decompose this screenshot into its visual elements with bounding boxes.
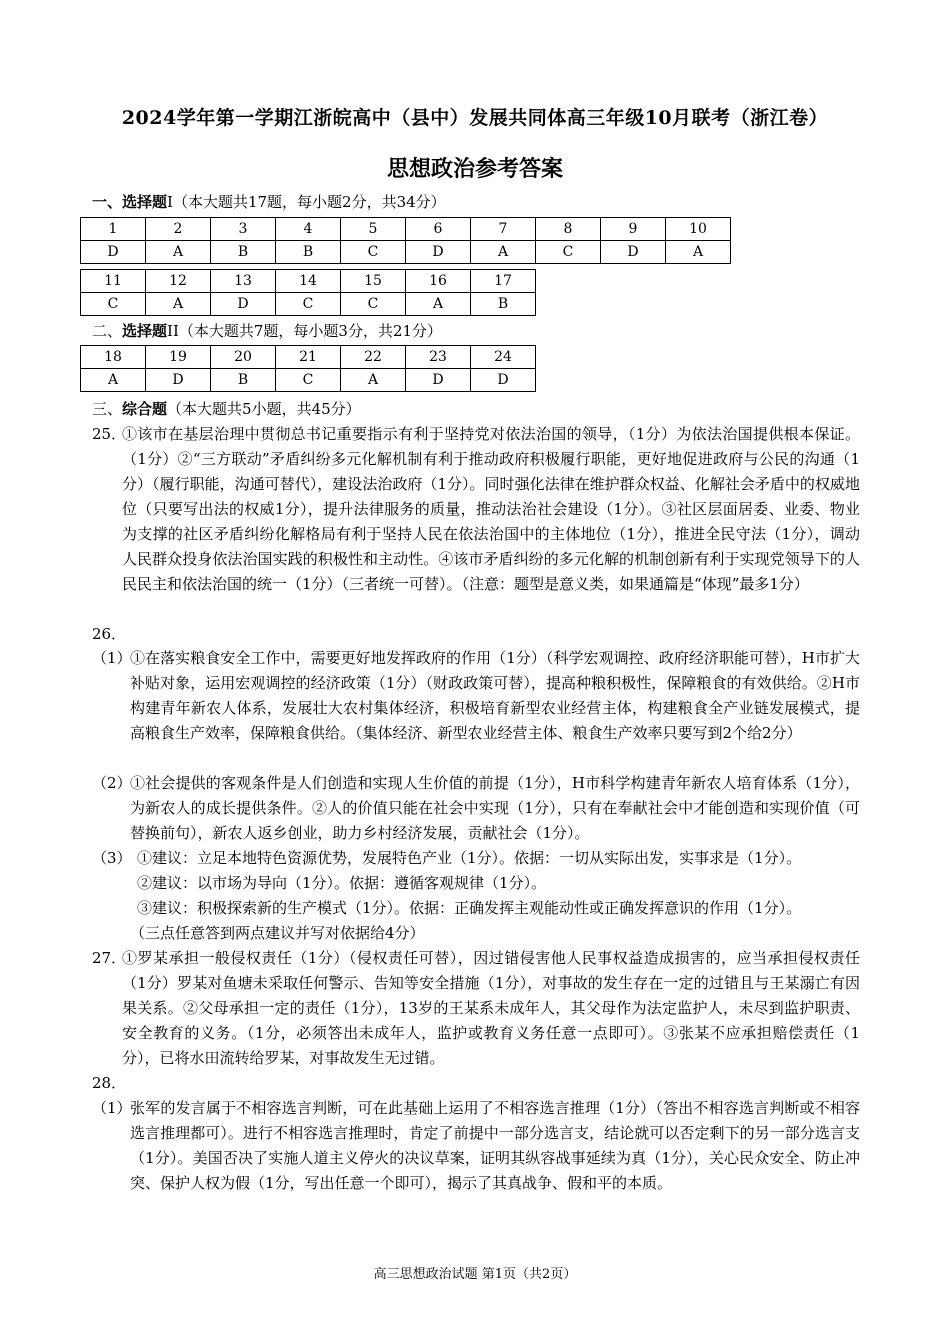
- section1-suffix: I（本大题共17题，每小题2分，共34分）: [167, 193, 446, 211]
- q27-answer: ①罗某承担一般侵权责任（1分）（侵权责任可替），因过错侵害他人民事权益造成损害的，应当承担侵权责任（1分）罗某对鱼塘未采取任何警示、告知等安全措施（1分），对事故的发生存在一定的过错且与王某溺亡有因果关系。②父母承担一定的责任（1分），13岁的王某系未成年人，其父母作为法定监护人，未尽到监护职责、安全教育的义务。（1分，必须答出未成年人，监护或教育义务任意一点即可）。③张某不应承担赔偿责任（1分），已将水田流转给罗某，对事故发生无过错。: [122, 949, 860, 1067]
- answer-cell: C: [276, 293, 341, 316]
- answer-cell: C: [81, 293, 146, 316]
- answer-cell: C: [276, 369, 341, 392]
- answer-cell: A: [146, 241, 211, 264]
- answer-cell: D: [211, 293, 276, 316]
- question-number: 7: [471, 218, 536, 241]
- q26-part2-label: （2）: [92, 774, 132, 792]
- answer-cell: A: [471, 241, 536, 264]
- q28-part1-answer: 张军的发言属于不相容选言判断，可在此基础上运用了不相容选言推理（1分）（答出不相容选言判断或不相容选言推理都可）。进行不相容选言推理时，肯定了前提中一部分选言支，结论就可以否定剩下的另一部分选言支（1分）。美国否决了实施人道主义停火的决议草案，证明其纵容战事延续为真（1分），关心民众安全、防止冲突、保护人权为假（1分，写出任意一个即可），揭示了其真战争、假和平的本质。: [130, 1099, 860, 1192]
- q26-part3-item3: ③建议：积极探索新的生产模式（1分）。依据：正确发挥主观能动性或正确发挥意识的作用（1分）。: [137, 899, 802, 917]
- question-number: 11: [81, 270, 146, 293]
- answer-cell: B: [211, 241, 276, 264]
- question-number: 18: [81, 346, 146, 369]
- question-number: 3: [211, 218, 276, 241]
- page-footer: 高三思想政治试题 第1页（共2页）: [373, 1267, 577, 1282]
- q28-number: 28．: [92, 1074, 127, 1092]
- answer-cell: D: [601, 241, 666, 264]
- question-number: 14: [276, 270, 341, 293]
- question-number: 22: [341, 346, 406, 369]
- question-number: 19: [146, 346, 211, 369]
- answer-cell: D: [471, 369, 536, 392]
- section2-suffix: II（本大题共7题，每小题3分，共21分）: [167, 322, 443, 340]
- answer-row: [81, 241, 731, 264]
- answer-row: [81, 369, 536, 392]
- answer-cell: C: [341, 293, 406, 316]
- answer-cell: C: [341, 241, 406, 264]
- question-number: 8: [536, 218, 601, 241]
- answer-cell: D: [406, 369, 471, 392]
- q25-number: 25．: [92, 425, 127, 443]
- q26-number: 26．: [92, 625, 127, 643]
- question-number: 2: [146, 218, 211, 241]
- question-number: 15: [341, 270, 406, 293]
- answer-cell: B: [471, 293, 536, 316]
- question-number-row: [81, 346, 536, 369]
- section2-label: 选择题: [122, 322, 168, 340]
- question-number: 17: [471, 270, 536, 293]
- document-subtitle: 思想政治参考答案: [386, 156, 563, 182]
- q26-part2-answer: ①社会提供的客观条件是人们创造和实现人生价值的前提（1分），H市科学构建青年新农人培育体系（1分），为新农人的成长提供条件。②人的价值只能在社会中实现（1分），只有在奉献社会中才能创造和实现价值（可替换前句），新农人返乡创业，助力乡村经济发展，贡献社会（1分）。: [130, 774, 860, 842]
- q26-part3-item1: ①建议：立足本地特色资源优势，发展特色产业（1分）。依据：一切从实际出发，实事求是（1分）。: [137, 849, 802, 867]
- question-number-row: [81, 218, 731, 241]
- answer-cell: D: [146, 369, 211, 392]
- answer-cell: A: [406, 293, 471, 316]
- section3-heading: [92, 400, 361, 418]
- answer-cell: C: [536, 241, 601, 264]
- document-title: 2024学年第一学期江浙皖高中（县中）发展共同体高三年级10月联考（浙江卷）: [121, 107, 829, 129]
- q26-part3-note: （三点任意答到两点建议并写对依据给4分）: [130, 924, 425, 942]
- answer-cell: D: [81, 241, 146, 264]
- q26-part3-label: （3）: [92, 849, 132, 867]
- answer-cell: A: [81, 369, 146, 392]
- question-number: 20: [211, 346, 276, 369]
- answer-cell: B: [211, 369, 276, 392]
- section2-prefix: 二、: [92, 322, 123, 340]
- question-number: 4: [276, 218, 341, 241]
- question-number: 10: [666, 218, 731, 241]
- answer-cell: A: [146, 293, 211, 316]
- section2-table: [80, 345, 536, 392]
- section1-heading: [92, 193, 446, 211]
- question-number: 1: [81, 218, 146, 241]
- section3-label: 综合题: [122, 400, 168, 418]
- question-number: 12: [146, 270, 211, 293]
- question-number: 21: [276, 346, 341, 369]
- question-number: 6: [406, 218, 471, 241]
- section3-suffix: （本大题共5小题，共45分）: [167, 400, 361, 418]
- section1-label: 一、选择题: [92, 193, 168, 211]
- q26-part1-label: （1）: [92, 649, 132, 667]
- section1-table-row1: [80, 217, 731, 264]
- section2-heading: [92, 322, 442, 340]
- answer-cell: D: [406, 241, 471, 264]
- question-number: 9: [601, 218, 666, 241]
- question-number: 16: [406, 270, 471, 293]
- section1-table-row2: [80, 269, 536, 316]
- q27-number: 27．: [92, 949, 127, 967]
- q26-part1-answer: ①在落实粮食安全工作中，需要更好地发挥政府的作用（1分）（科学宏观调控、政府经济职能可替），H市扩大补贴对象，运用宏观调控的经济政策（1分）（财政政策可替），提高种粮积极性，保障粮食的有效供给。②H市构建青年新农人体系，发展壮大农村集体经济，积极培育新型农业经营主体，构建粮食全产业链发展模式，提高粮食生产效率，保障粮食供给。（集体经济、新型农业经营主体、粮食生产效率只要写到2个给2分）: [130, 649, 860, 742]
- answer-cell: A: [341, 369, 406, 392]
- question-number: 13: [211, 270, 276, 293]
- answer-row: [81, 293, 536, 316]
- q28-part1-label: （1）: [92, 1099, 132, 1117]
- question-number: 5: [341, 218, 406, 241]
- q26-part3-item2: ②建议：以市场为导向（1分）。依据：遵循客观规律（1分）。: [137, 874, 547, 892]
- q25-answer: ①该市在基层治理中贯彻总书记重要指示有利于坚持党对依法治国的领导，（1分）为依法治国提供根本保证。（1分）②“三方联动”矛盾纠纷多元化解机制有利于推动政府积极履行职能，更好地促进政府与公民的沟通（1分）（履行职能，沟通可替代），建设法治政府（1分）。同时强化法律在维护群众权益、化解社会矛盾中的权威地位（只要写出法的权威1分），提升法律服务的质量，推动法治社会建设（1分）。③社区层面居委、业委、物业为支撑的社区矛盾纠纷化解格局有利于坚持人民在依法治国中的主体地位（1分），推进全民守法（1分），调动人民群众投身依法治国实践的积极性和主动性。④该市矛盾纠纷的多元化解的机制创新有利于实现党领导下的人民民主和依法治国的统一（1分）（三者统一可替）。（注意：题型是意义类，如果通篇是“体现”最多1分）: [122, 425, 860, 593]
- answer-cell: A: [666, 241, 731, 264]
- answer-cell: B: [276, 241, 341, 264]
- question-number: 23: [406, 346, 471, 369]
- question-number-row: [81, 270, 536, 293]
- question-number: 24: [471, 346, 536, 369]
- section3-prefix: 三、: [92, 400, 123, 418]
